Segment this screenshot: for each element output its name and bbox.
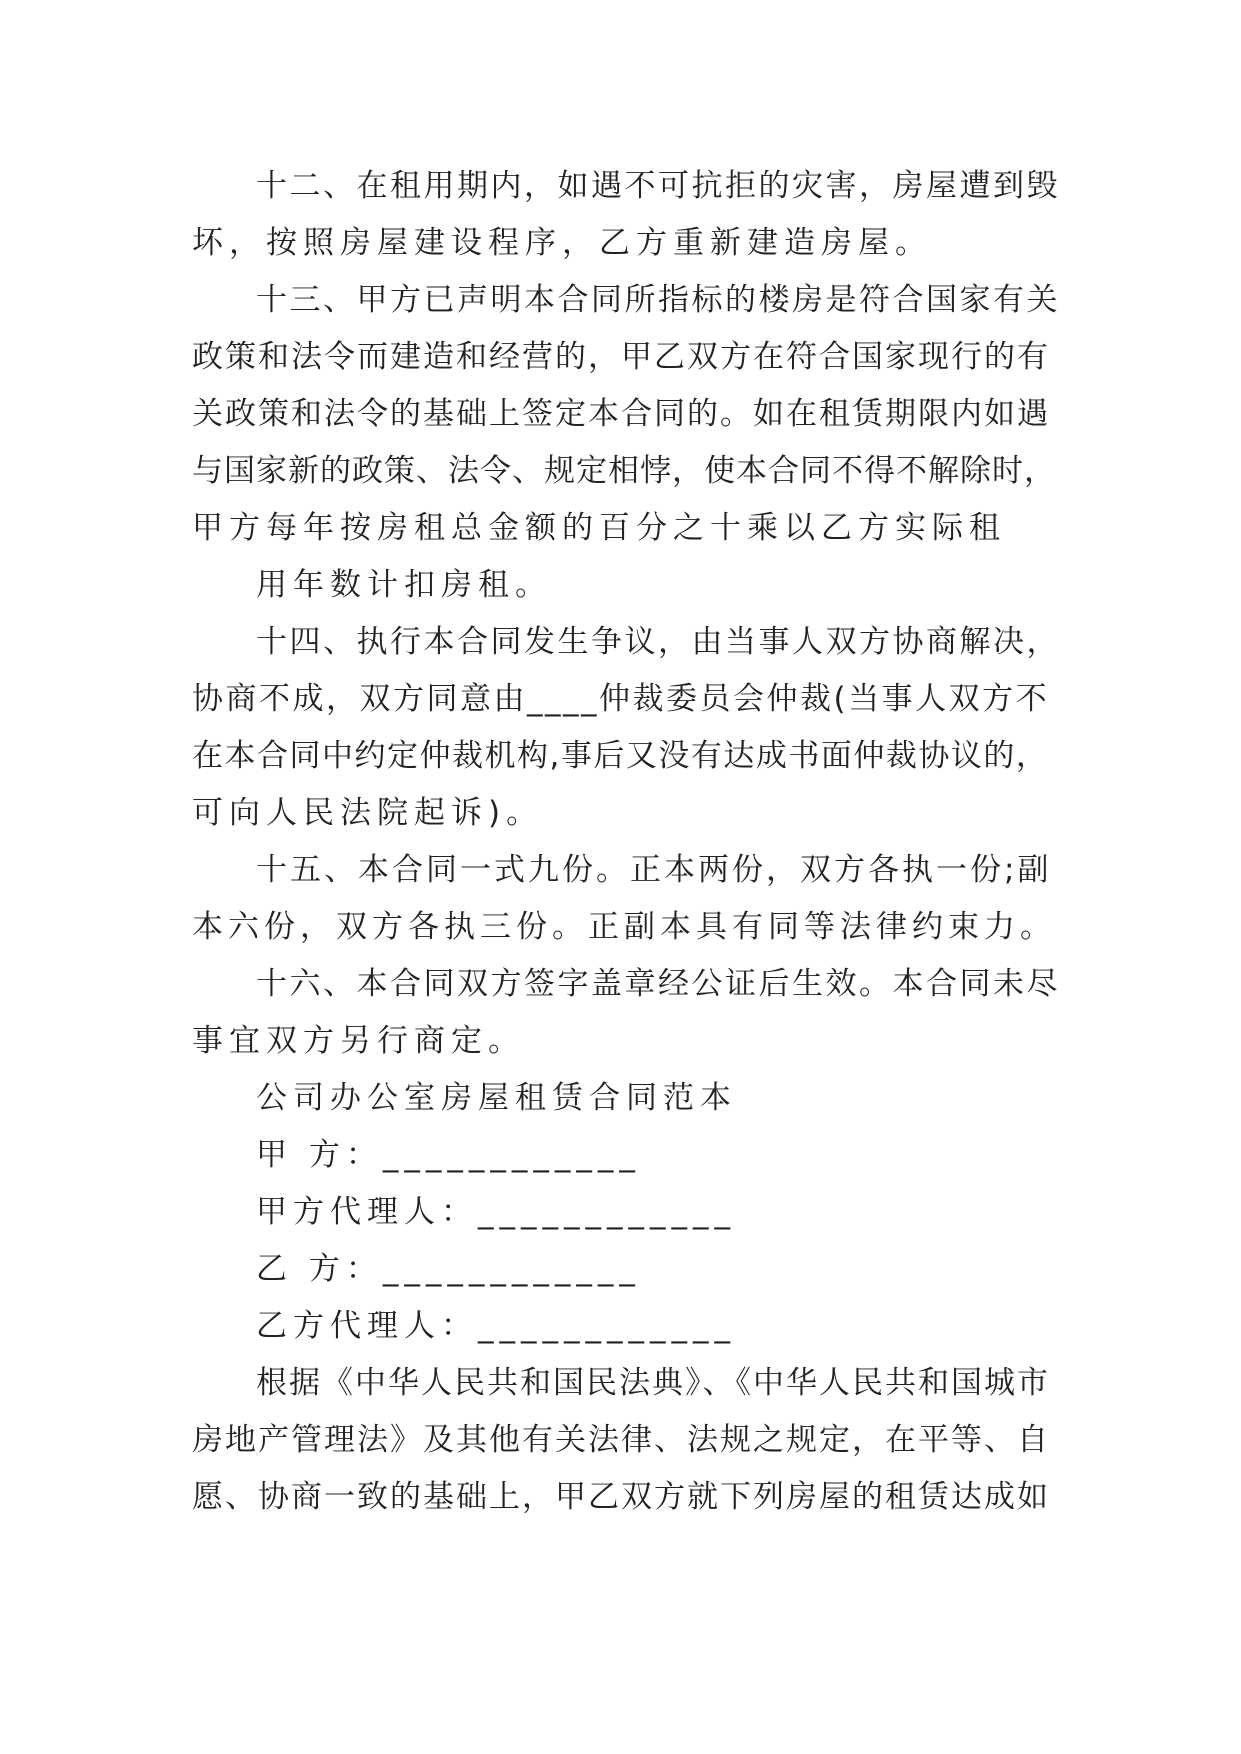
clause-14-line-2: 协商不成，双方同意由____仲裁委员会仲裁(当事人双方不	[192, 681, 1050, 717]
clause-13-line-6: 用年数计扣房租。	[256, 567, 552, 603]
clause-15-line-2: 本六份，双方各执三份。正副本具有同等法律约束力。	[192, 909, 1056, 945]
clause-13-line-4: 与国家新的政策、法令、规定相悖，使本合同不得不解除时，	[192, 453, 1056, 489]
clause-13-line-2: 政策和法令而建造和经营的，甲乙双方在符合国家现行的有	[192, 339, 1050, 375]
clause-15-line-1: 十五、本合同一式九份。正本两份，双方各执一份;副	[256, 852, 1052, 888]
clause-14-line-1: 十四、执行本合同发生争议，由当事人双方协商解决，	[256, 624, 1060, 660]
preamble-line-3: 愿、协商一致的基础上，甲乙双方就下列房屋的租赁达成如	[192, 1479, 1050, 1515]
clause-16-line-1: 十六、本合同双方签字盖章经公证后生效。本合同未尽	[256, 966, 1060, 1002]
clause-13-line-3: 关政策和法令的基础上签定本合同的。如在租赁期限内如遇	[192, 396, 1050, 432]
clause-14-line-4: 可向人民法院起诉)。	[192, 795, 544, 831]
party-a-agent-line: 甲方代理人：____________	[256, 1194, 736, 1230]
party-b-line: 乙 方：____________	[256, 1251, 641, 1287]
party-b-agent-line: 乙方代理人：____________	[256, 1308, 736, 1344]
clause-12-line-1: 十二、在租用期内，如遇不可抗拒的灾害，房屋遭到毁	[256, 168, 1060, 204]
preamble-line-2: 房地产管理法》及其他有关法律、法规之规定，在平等、自	[192, 1422, 1050, 1458]
party-a-line: 甲 方：____________	[256, 1137, 641, 1173]
contract-title: 公司办公室房屋租赁合同范本	[256, 1080, 737, 1116]
clause-13-line-1: 十三、甲方已声明本合同所指标的楼房是符合国家有关	[256, 282, 1060, 318]
clause-13-line-5: 甲方每年按房租总金额的百分之十乘以乙方实际租	[192, 510, 1006, 546]
preamble-line-1: 根据《中华人民共和国民法典》、《中华人民共和国城市	[256, 1365, 1050, 1401]
clause-12-line-2: 坏，按照房屋建设程序，乙方重新建造房屋。	[192, 225, 932, 261]
clause-14-line-3: 在本合同中约定仲裁机构,事后又没有达成书面仲裁协议的，	[192, 738, 1049, 774]
clause-16-line-2: 事宜双方另行商定。	[192, 1023, 525, 1059]
